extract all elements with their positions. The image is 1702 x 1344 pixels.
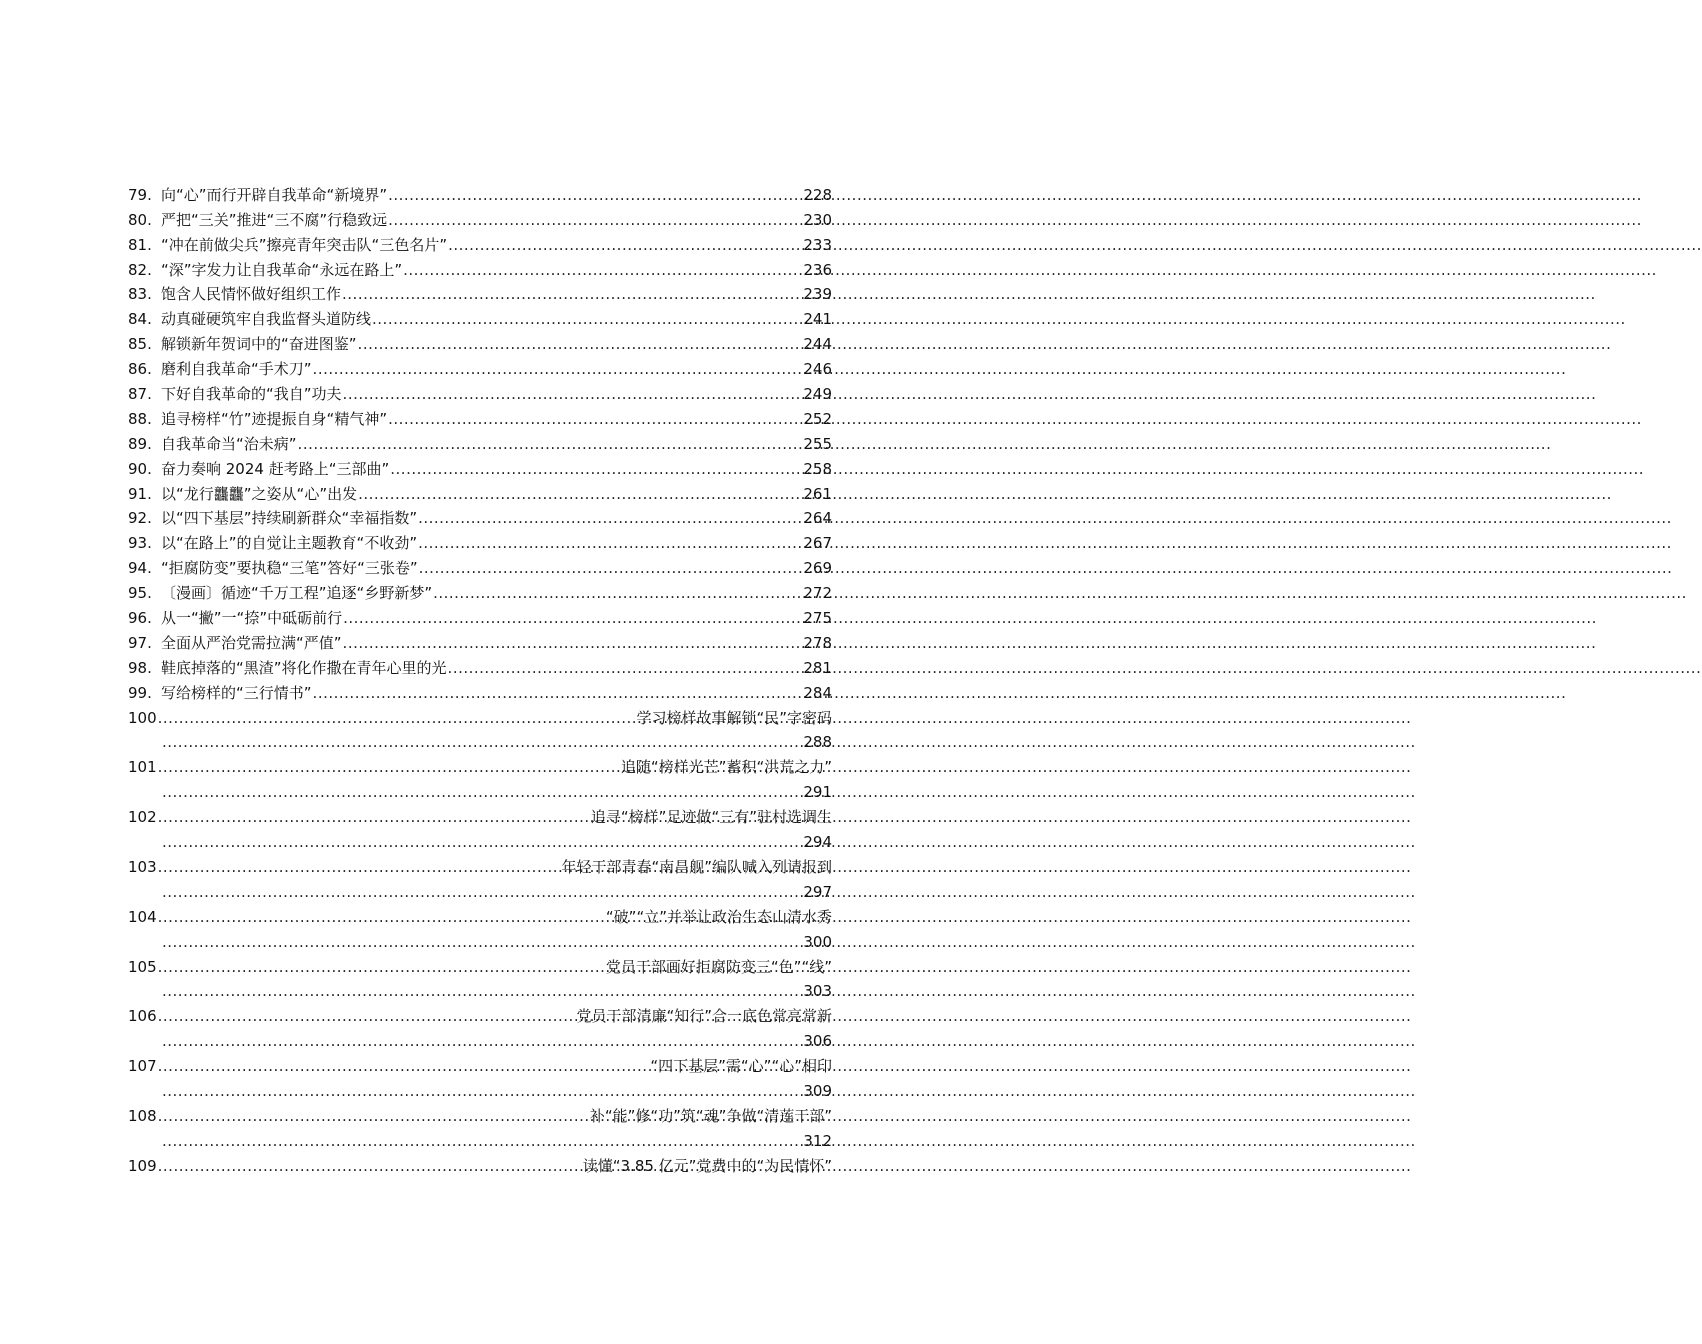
- entry-page-number: 278: [803, 633, 832, 652]
- entry-title: 追寻榜样“竹”迹提振自身“精气神”: [161, 409, 388, 428]
- toc-entry[interactable]: [128, 653, 832, 678]
- toc-entry[interactable]: [128, 952, 832, 977]
- toc-entry-continuation: [128, 877, 832, 902]
- entry-number: 93.: [128, 534, 152, 553]
- entry-number: 79.: [128, 185, 152, 204]
- dot-leader: [162, 1031, 802, 1051]
- entry-title: 补“能”修“功”筑“魂”争做“清莲干部”: [589, 1106, 832, 1125]
- dot-leader: [448, 658, 803, 678]
- entry-title: “冲在前做尖兵”擦亮青年突击队“三色名片”: [161, 235, 448, 254]
- dot-leader: [403, 260, 802, 280]
- toc-entry-continuation: [128, 777, 832, 802]
- dot-leader: [158, 957, 605, 977]
- toc-entry[interactable]: [128, 553, 832, 578]
- entry-page-number: 252: [803, 409, 832, 428]
- entry-number: 90.: [128, 459, 152, 478]
- dot-leader: [158, 1106, 589, 1126]
- entry-page-number: 244: [803, 335, 832, 354]
- dot-leader: [388, 210, 802, 230]
- toc-entry[interactable]: [128, 454, 832, 479]
- dot-leader: [390, 459, 802, 479]
- dot-leader: [298, 434, 803, 454]
- dot-leader: [313, 359, 803, 379]
- entry-page-number: 249: [803, 385, 832, 404]
- entry-number: 86.: [128, 360, 152, 379]
- entry-title: 自我革命当“治未病”: [161, 434, 297, 453]
- entry-page-number: 312: [803, 1131, 832, 1150]
- dot-leader: [162, 1131, 802, 1151]
- toc-entry[interactable]: [128, 578, 832, 603]
- toc-entry[interactable]: [128, 528, 832, 553]
- toc-entry-continuation: [128, 728, 832, 753]
- dot-leader: [162, 732, 802, 752]
- toc-long-entries: [128, 703, 832, 1176]
- dot-leader: [388, 409, 802, 429]
- entry-number: 101: [128, 758, 157, 777]
- toc-entry[interactable]: [128, 255, 832, 280]
- entry-title: 读懂“3.85 亿元”党费中的“为民情怀”: [582, 1156, 832, 1175]
- entry-page-number: 294: [803, 833, 832, 852]
- toc-entry[interactable]: [128, 1101, 832, 1126]
- toc-entry[interactable]: [128, 354, 832, 379]
- dot-leader: [418, 508, 802, 528]
- dot-leader: [162, 832, 802, 852]
- dot-leader: [162, 981, 802, 1001]
- entry-number: 82.: [128, 260, 152, 279]
- dot-leader: [158, 757, 620, 777]
- entry-title: 动真碰硬筑牢自我监督头道防线: [161, 310, 372, 329]
- entry-page-number: 258: [803, 459, 832, 478]
- entry-number: 100: [128, 708, 157, 727]
- dot-leader: [372, 309, 802, 329]
- entry-page-number: 303: [803, 982, 832, 1001]
- entry-title: 追随“榜样光芒”蓄积“洪荒之力”: [620, 758, 832, 777]
- toc-entry[interactable]: [128, 802, 832, 827]
- entry-number: 98.: [128, 658, 152, 677]
- toc-entry-continuation: [128, 1126, 832, 1151]
- dot-leader: [418, 533, 802, 553]
- entry-page-number: 281: [803, 658, 832, 677]
- entry-number: 80.: [128, 210, 152, 229]
- entry-page-number: 239: [803, 285, 832, 304]
- entry-title: 以“四下基层”持续刷新群众“幸福指数”: [161, 509, 418, 528]
- entry-title: 年轻干部青春“南昌舰”编队喊入列请报到: [561, 857, 832, 876]
- toc-entry[interactable]: [128, 304, 832, 329]
- dot-leader: [158, 807, 590, 827]
- dot-leader: [162, 782, 802, 802]
- entry-number: 105: [128, 957, 157, 976]
- dot-leader: [342, 284, 802, 304]
- toc-entry-continuation: [128, 977, 832, 1002]
- dot-leader: [158, 708, 636, 728]
- entry-title: 从一“撇”一“捺”中砥砺前行: [161, 609, 343, 628]
- toc-entry[interactable]: [128, 205, 832, 230]
- dot-leader: [313, 683, 803, 703]
- entry-number: 92.: [128, 509, 152, 528]
- entry-number: 83.: [128, 285, 152, 304]
- entry-title: 饱含人民情怀做好组织工作: [161, 285, 342, 304]
- dot-leader: [343, 633, 803, 653]
- entry-title: “拒腐防变”要执稳“三笔”答好“三张卷”: [161, 559, 418, 578]
- entry-page-number: 297: [803, 882, 832, 901]
- dot-leader: [158, 1006, 576, 1026]
- entry-title: “四下基层”需“心”“心”相印: [650, 1057, 832, 1076]
- entry-title: 严把“三关”推进“三不腐”行稳致远: [161, 210, 388, 229]
- toc-entry[interactable]: [128, 1051, 832, 1076]
- entry-page-number: 300: [803, 932, 832, 951]
- entry-page-number: 284: [803, 683, 832, 702]
- entry-number: 91.: [128, 484, 152, 503]
- toc-entry[interactable]: [128, 852, 832, 877]
- toc-entry-continuation: [128, 1026, 832, 1051]
- entry-title: 奋力奏响 2024 赶考路上“三部曲”: [161, 459, 390, 478]
- entry-page-number: 230: [803, 210, 832, 229]
- dot-leader: [358, 484, 802, 504]
- entry-page-number: 306: [803, 1032, 832, 1051]
- entry-page-number: 267: [803, 534, 832, 553]
- entry-page-number: 309: [803, 1081, 832, 1100]
- dot-leader: [162, 882, 802, 902]
- entry-page-number: 246: [803, 360, 832, 379]
- entry-title: 全面从严治党需拉满“严值”: [161, 633, 342, 652]
- toc-entry[interactable]: [128, 504, 832, 529]
- toc-entry-continuation: [128, 927, 832, 952]
- toc-entry[interactable]: [128, 329, 832, 354]
- dot-leader: [162, 932, 802, 952]
- toc-entry[interactable]: [128, 429, 832, 454]
- toc-entry[interactable]: [128, 404, 832, 429]
- entry-page-number: 228: [803, 185, 832, 204]
- entry-page-number: 288: [803, 733, 832, 752]
- dot-leader: [343, 608, 802, 628]
- entry-title: 〔漫画〕循迹“千万工程”追逐“乡野新梦”: [161, 584, 433, 603]
- entry-title: 学习榜样故事解锁“民”字密码: [636, 708, 832, 727]
- entry-number: 85.: [128, 335, 152, 354]
- entry-page-number: 275: [803, 609, 832, 628]
- dot-leader: [158, 1156, 582, 1176]
- entry-number: 107: [128, 1057, 157, 1076]
- toc-entry-continuation: [128, 827, 832, 852]
- dot-leader: [419, 558, 803, 578]
- entry-page-number: 291: [803, 783, 832, 802]
- entry-page-number: 264: [803, 509, 832, 528]
- entry-title: 磨利自我革命“手术刀”: [161, 360, 312, 379]
- toc-entry[interactable]: [128, 479, 832, 504]
- entry-number: 96.: [128, 609, 152, 628]
- dot-leader: [162, 1081, 802, 1101]
- entry-number: 87.: [128, 385, 152, 404]
- toc-entry[interactable]: [128, 230, 832, 255]
- entry-number: 84.: [128, 310, 152, 329]
- entry-number: 89.: [128, 434, 152, 453]
- entry-number: 94.: [128, 559, 152, 578]
- entry-page-number: 261: [803, 484, 832, 503]
- dot-leader: [358, 334, 803, 354]
- entry-number: 95.: [128, 584, 152, 603]
- toc-entry[interactable]: [128, 180, 832, 205]
- entry-page-number: 272: [803, 584, 832, 603]
- dot-leader: [158, 907, 605, 927]
- entry-number: 103: [128, 857, 157, 876]
- dot-leader: [448, 235, 802, 255]
- entry-number: 109: [128, 1156, 157, 1175]
- entry-title: 以“在路上”的自觉让主题教育“不收劲”: [161, 534, 418, 553]
- entry-page-number: 241: [803, 310, 832, 329]
- entry-title: 以“龙行龘龘”之姿从“心”出发: [161, 484, 358, 503]
- entry-number: 81.: [128, 235, 152, 254]
- entry-page-number: 233: [803, 235, 832, 254]
- entry-number: 104: [128, 907, 157, 926]
- entry-title: “深”字发力让自我革命“永远在路上”: [161, 260, 403, 279]
- entry-title: 下好自我革命的“我自”功夫: [161, 385, 342, 404]
- entry-title: 向“心”而行开辟自我革命“新境界”: [161, 185, 388, 204]
- dot-leader: [433, 583, 802, 603]
- entry-title: 解锁新年贺词中的“奋进图鉴”: [161, 335, 357, 354]
- entry-number: 108: [128, 1106, 157, 1125]
- toc-entry-continuation: [128, 1076, 832, 1101]
- toc-entry[interactable]: [128, 703, 832, 728]
- toc-entry[interactable]: [128, 280, 832, 305]
- toc-entry[interactable]: [128, 1151, 832, 1176]
- toc-entry[interactable]: [128, 603, 832, 628]
- dot-leader: [158, 857, 561, 877]
- entry-number: 88.: [128, 409, 152, 428]
- entry-title: 写给榜样的“三行情书”: [161, 683, 312, 702]
- entry-number: 106: [128, 1007, 157, 1026]
- entry-number: 99.: [128, 683, 152, 702]
- toc-entry[interactable]: [128, 678, 832, 703]
- entry-page-number: 236: [803, 260, 832, 279]
- dot-leader: [343, 384, 803, 404]
- entry-number: 102: [128, 808, 157, 827]
- toc-entry[interactable]: [128, 379, 832, 404]
- entry-page-number: 269: [803, 559, 832, 578]
- toc-short-entries: [128, 180, 832, 703]
- entry-title: 党员干部清廉“知行”合一底色常亮常新: [576, 1007, 832, 1026]
- toc-entry[interactable]: [128, 1001, 832, 1026]
- toc-entry[interactable]: [128, 752, 832, 777]
- entry-page-number: 255: [803, 434, 832, 453]
- entry-title: “破”“立”并举让政治生态山清水秀: [605, 907, 832, 926]
- dot-leader: [158, 1056, 650, 1076]
- entry-title: 追寻“榜样”足迹做“三有”驻村选调生: [590, 808, 832, 827]
- toc-entry[interactable]: [128, 628, 832, 653]
- table-of-contents: [128, 180, 832, 1176]
- entry-title: 鞋底掉落的“黑渣”将化作撒在青年心里的光: [161, 658, 447, 677]
- entry-number: 97.: [128, 633, 152, 652]
- toc-entry[interactable]: [128, 902, 832, 927]
- dot-leader: [388, 185, 802, 205]
- entry-title: 党员干部画好拒腐防变三“色”“线”: [605, 957, 832, 976]
